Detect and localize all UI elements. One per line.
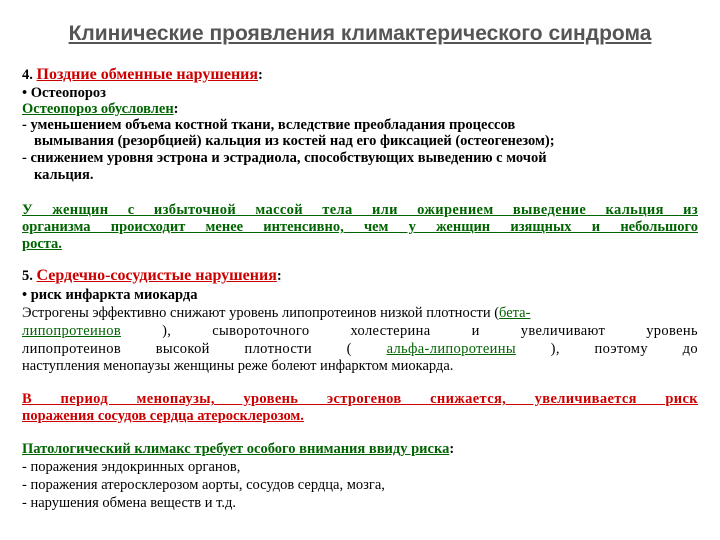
section-5-heading: Сердечно-сосудистые нарушения bbox=[36, 267, 277, 284]
risk-item-1: - поражения эндокринных органов, bbox=[22, 459, 241, 475]
section-4-number: 4. bbox=[22, 67, 33, 83]
estrogen-para-line-3 bbox=[22, 340, 698, 358]
section-5-heading-line bbox=[22, 267, 698, 285]
osteoporosis-bullet: • Остеопороз bbox=[22, 85, 106, 101]
section-5-number: 5. bbox=[22, 268, 33, 284]
osteoporosis-cause-colon: : bbox=[173, 101, 179, 117]
estrogen-para-text-3a: липопротеинов высокой плотности ( bbox=[22, 341, 352, 357]
estrogen-para-text-3c: ), поэтому до bbox=[550, 341, 698, 357]
cause-line-3: - снижением уровня эстрона и эстрадиола, способствующих выведению с мочой bbox=[22, 150, 547, 166]
final-heading: Патологический климакс требует особого внимания ввиду риска bbox=[22, 441, 450, 457]
section-4-heading: Поздние обменные нарушения bbox=[36, 66, 259, 83]
risk-item-2: - поражения атеросклерозом аорты, сосудов сердца, мозга, bbox=[22, 477, 385, 493]
cause-line-2: вымывания (резорбцией) кальция из костей над его фиксацией (остеогенезом); bbox=[34, 133, 555, 149]
section-4-colon: : bbox=[258, 67, 263, 83]
note-2-line-2: поражения сосудов сердца атеросклерозом. bbox=[22, 408, 304, 424]
estrogen-para-line-1 bbox=[22, 304, 698, 322]
estrogen-para-text-2: ), сывороточного холестерина и увеличивают уровень bbox=[162, 323, 698, 339]
alpha-lipoproteins-term: альфа-липоротеины bbox=[386, 341, 516, 357]
section-5-colon: : bbox=[276, 268, 282, 284]
note-1-line-2: организма происходит менее интенсивно, чем у женщин изящных и небольшого bbox=[22, 219, 698, 235]
cause-line-4: кальция. bbox=[34, 167, 94, 183]
beta-lipoproteins-term: бета- bbox=[499, 305, 531, 321]
note-1-line-1: У женщин с избыточной массой тела или ожирением выведение кальция из bbox=[22, 202, 698, 218]
estrogen-para-text-1: Эстрогены эффективно снижают уровень липопротеинов низкой плотности ( bbox=[22, 305, 500, 321]
note-2-line-1: В период менопаузы, уровень эстрогенов снижается, увеличивается риск bbox=[22, 391, 698, 407]
section-4-heading-line bbox=[22, 66, 698, 84]
osteoporosis-cause-label: Остеопороз обусловлен bbox=[22, 101, 174, 117]
estrogen-para-line-4: наступления менопаузы женщины реже болеют инфарктом миокарда. bbox=[22, 358, 454, 374]
final-heading-line bbox=[22, 440, 698, 458]
risk-item-3: - нарушения обмена веществ и т.д. bbox=[22, 495, 236, 511]
beta-lipoproteins-term-cont: липопротеинов bbox=[22, 323, 122, 339]
note-1-line-3: роста. bbox=[22, 236, 62, 252]
final-heading-colon: : bbox=[449, 441, 455, 457]
slide-title: Клинические проявления климактерического синдрома bbox=[68, 22, 652, 45]
estrogen-para-line-2 bbox=[22, 322, 698, 340]
infarction-risk-bullet: • риск инфаркта миокарда bbox=[22, 287, 198, 303]
cause-line-1: - уменьшением объема костной ткани, вследствие преобладания процессов bbox=[22, 117, 516, 133]
